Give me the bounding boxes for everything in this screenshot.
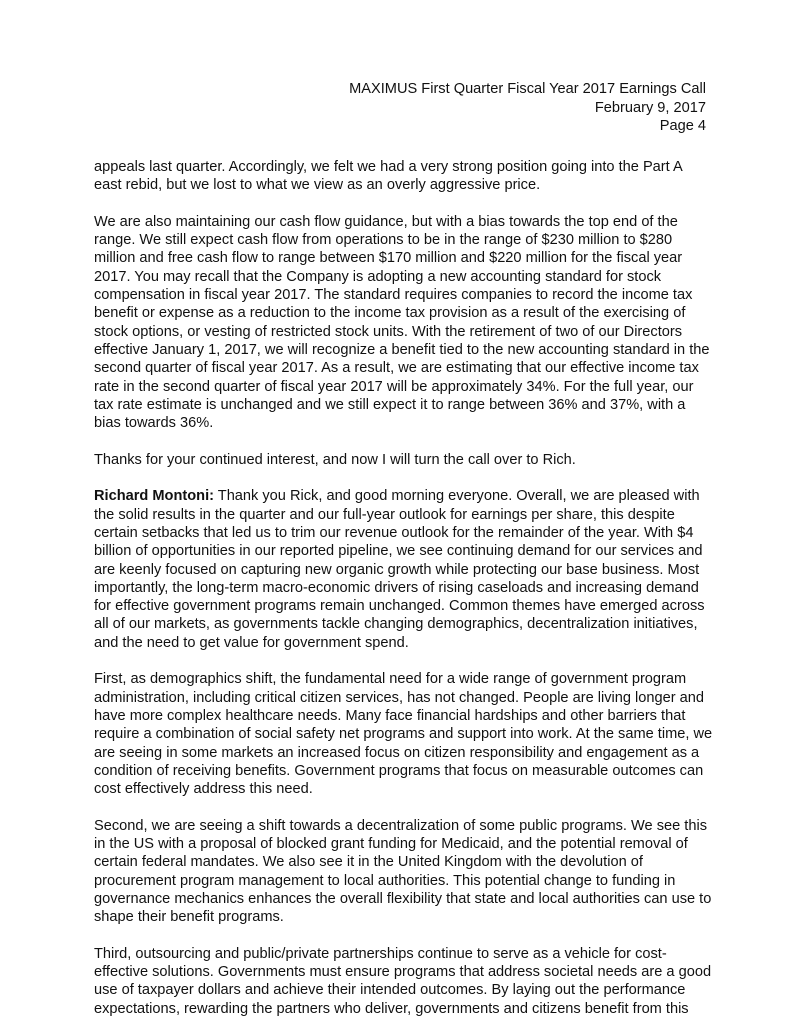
text-line: the solid results in the quarter and our full-year outlook for earnings per share, this despite bbox=[94, 506, 675, 523]
text-line: second quarter of fiscal year 2017. As a result, we are estimating that our effective income tax bbox=[94, 360, 699, 377]
text-line: Third, outsourcing and public/private partnerships continue to serve as a vehicle for cost- bbox=[94, 945, 667, 962]
text-line: are keenly focused on capturing new organic growth while protecting our base business. Most bbox=[94, 561, 700, 578]
page-header bbox=[349, 80, 706, 136]
header-title: MAXIMUS First Quarter Fiscal Year 2017 Earnings Call bbox=[349, 81, 706, 97]
paragraph-decentralization bbox=[94, 817, 734, 927]
transcript-body bbox=[94, 158, 734, 1036]
text-line: certain federal mandates. We also see it in the United Kingdom with the devolution of bbox=[94, 854, 643, 871]
text-line: benefit or expense as a reduction to the income tax provision as a result of the exercising of bbox=[94, 305, 686, 322]
text-line: stock options, or vesting of restricted stock units. With the retirement of two of our Directors bbox=[94, 323, 683, 340]
text-line: certain setbacks that led us to trim our revenue outlook for the remainder of the year. With $4 bbox=[94, 524, 694, 541]
text-line: east rebid, but we lost to what we view as an overly aggressive price. bbox=[94, 177, 541, 194]
text-line: governance mechanics enhances the overall flexibility that state and local authorities can use to bbox=[94, 890, 712, 907]
text-line: expectations, rewarding the partners who deliver, governments and citizens benefit from this bbox=[94, 1000, 689, 1017]
text-line: for effective government programs remain unchanged. Common themes have emerged across bbox=[94, 598, 705, 615]
text-line: administration, including critical citizen services, has not changed. People are living longer and bbox=[94, 689, 705, 706]
text-line: range. We still expect cash flow from operations to be in the range of $230 million to $280 bbox=[94, 232, 673, 249]
text-line: have more complex healthcare needs. Many face financial hardships and other barriers that bbox=[94, 707, 686, 724]
paragraph-appeals bbox=[94, 158, 734, 195]
speaker-text: Thank you Rick, and good morning everyone. Overall, we are pleased with bbox=[213, 488, 700, 505]
text-line: 2017. You may recall that the Company is adopting a new accounting standard for stock bbox=[94, 268, 662, 285]
text-line: effective January 1, 2017, we will recognize a benefit tied to the new accounting standard in the bbox=[94, 341, 710, 358]
text-line: in the US with a proposal of blocked grant funding for Medicaid, and the potential removal of bbox=[94, 835, 688, 852]
header-page-number: Page 4 bbox=[659, 118, 706, 134]
text-line: million and free cash flow to range between $170 million and $220 million for the fiscal year bbox=[94, 250, 683, 267]
paragraph-richard-montoni bbox=[94, 487, 734, 652]
text-line: We are also maintaining our cash flow guidance, but with a bias towards the top end of the bbox=[94, 213, 678, 230]
paragraph-outsourcing bbox=[94, 945, 734, 1018]
text-line: all of our markets, as governments tackle changing demographics, decentralization initiatives, bbox=[94, 616, 698, 633]
paragraph-handover bbox=[94, 451, 734, 469]
text-line: importantly, the long-term macro-economic drivers of rising caseloads and increasing demand bbox=[94, 579, 699, 596]
text-line: condition of receiving benefits. Government programs that focus on measurable outcomes can bbox=[94, 762, 704, 779]
text-line: are seeing in some markets an increased focus on citizen responsibility and engagement as a bbox=[94, 744, 700, 761]
speaker-name: Richard Montoni: bbox=[94, 488, 214, 505]
text-line: effective solutions. Governments must ensure programs that address societal needs are a good bbox=[94, 964, 712, 981]
text-line bbox=[94, 487, 734, 505]
text-line: procurement program management to local authorities. This potential change to funding in bbox=[94, 872, 676, 889]
text-line: appeals last quarter. Accordingly, we felt we had a very strong position going into the Part A bbox=[94, 159, 683, 175]
text-line: bias towards 36%. bbox=[94, 415, 214, 432]
header-date: February 9, 2017 bbox=[594, 99, 706, 116]
text-line: billion of opportunities in our reported pipeline, we see continuing demand for our services and bbox=[94, 543, 703, 560]
text-line: compensation in fiscal year 2017. The standard requires companies to record the income tax bbox=[94, 287, 693, 304]
text-line: shape their benefit programs. bbox=[94, 909, 284, 926]
text-line: require a combination of social safety net programs and support into work. At the same time, we bbox=[94, 726, 713, 743]
text-line: and the need to get value for government spend. bbox=[94, 634, 409, 651]
text-line: cost effectively address this need. bbox=[94, 781, 313, 798]
text-line: use of taxpayer dollars and achieve their intended outcomes. By laying out the performance bbox=[94, 982, 686, 999]
text-line: First, as demographics shift, the fundamental need for a wide range of government program bbox=[94, 671, 687, 688]
paragraph-cash-flow-guidance bbox=[94, 213, 734, 433]
text-line: Second, we are seeing a shift towards a decentralization of some public programs. We see this bbox=[94, 817, 707, 834]
text-line: rate in the second quarter of fiscal year 2017 will be approximately 34%. For the full year, our bbox=[94, 378, 694, 395]
text-line: Thanks for your continued interest, and now I will turn the call over to Rich. bbox=[94, 451, 576, 468]
paragraph-demographics bbox=[94, 670, 734, 798]
text-line: tax rate estimate is unchanged and we still expect it to range between 36% and 37%, with a bbox=[94, 396, 686, 413]
